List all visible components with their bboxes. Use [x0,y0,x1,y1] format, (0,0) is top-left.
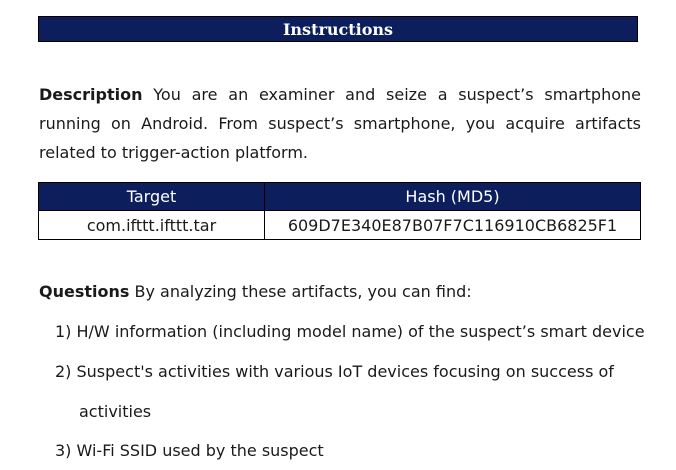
table-row [39,211,641,240]
questions-intro [39,279,472,305]
description-paragraph [39,80,641,167]
instructions-title: Instructions [282,20,394,39]
questions-label: Questions [39,282,130,301]
description-text: You are an examiner and seize a suspect’s smartphone running on Android. From suspect’s smartphone, you acquire artifacts related to trigger-action platform. [39,85,641,162]
instructions-title-bar [38,16,638,42]
question-item-2-continuation: activities [79,402,152,421]
question-item-1: 1) H/W information (including model name) of the suspect’s smart device [55,322,645,341]
question-item-3: 3) Wi-Fi SSID used by the suspect [55,441,324,460]
column-header-hash: Hash (MD5) [265,183,641,211]
description-label: Description [39,85,143,104]
target-cell: com.ifttt.ifttt.tar [39,211,265,240]
column-header-target: Target [39,183,265,211]
hash-table [38,182,641,240]
questions-intro-text: By analyzing these artifacts, you can find: [129,282,472,301]
question-item-2: 2) Suspect's activities with various IoT devices focusing on success of [55,362,614,381]
table-header-row [39,183,641,211]
hash-cell: 609D7E340E87B07F7C116910CB6825F1 [265,211,641,240]
